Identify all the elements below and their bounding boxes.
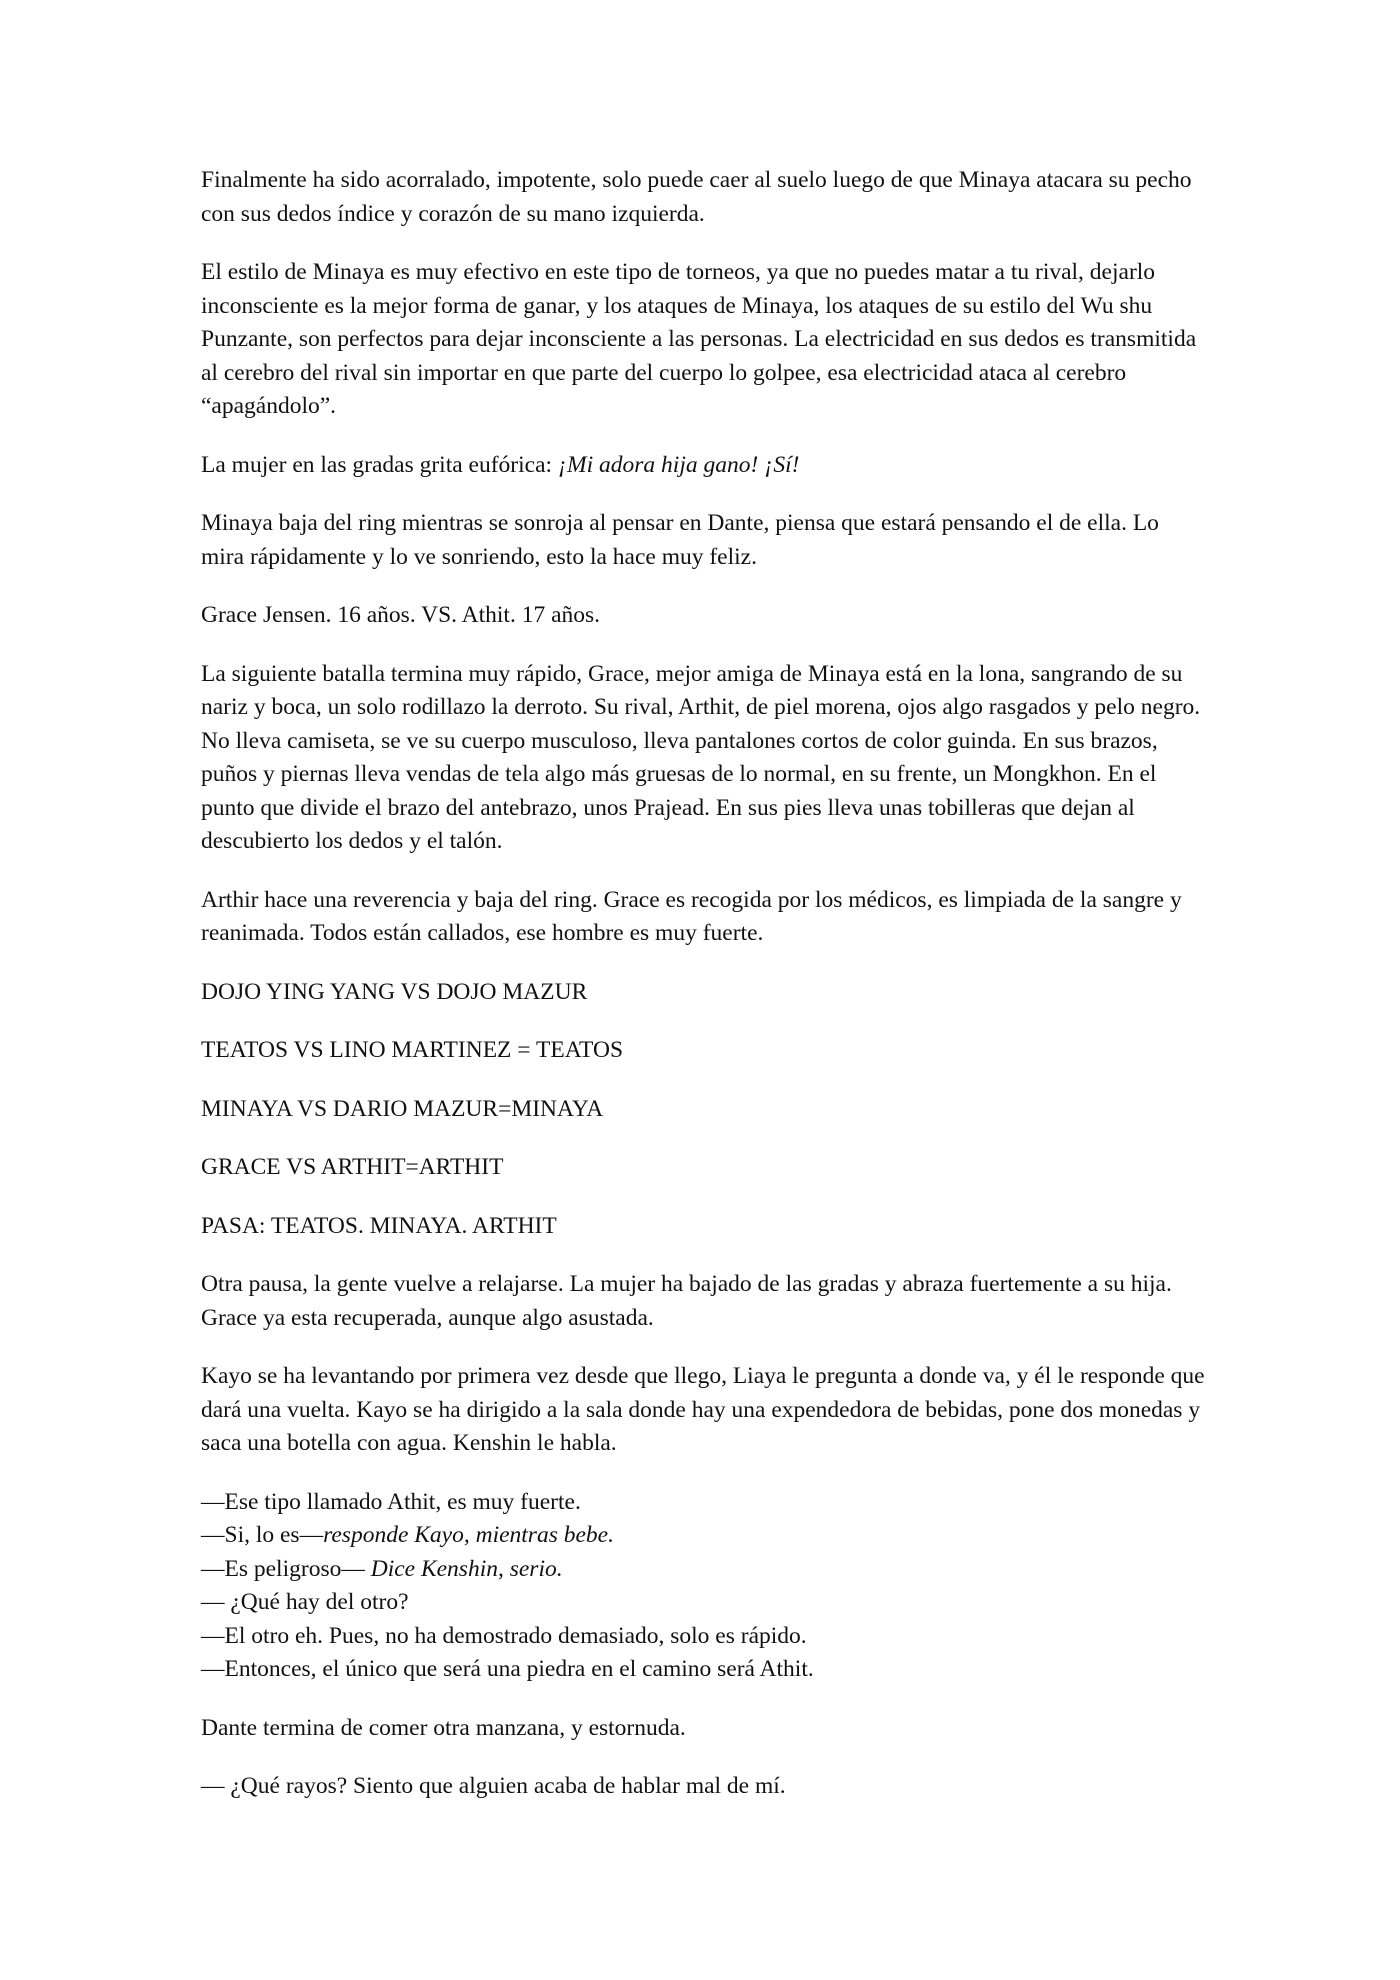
paragraph: Finalmente ha sido acorralado, impotente, solo puede caer al suelo luego de que Minaya atacara su pecho con sus dedos índice y corazón de su mano izquierda.	[201, 167, 1192, 227]
paragraph-lead: La mujer en las gradas grita eufórica:	[201, 451, 558, 478]
result-line: MINAYA VS DARIO MAZUR=MINAYA	[201, 1095, 604, 1122]
result-line: TEATOS VS LINO MARTINEZ = TEATOS	[201, 1037, 624, 1063]
paragraph: Minaya baja del ring mientras se sonroja al pensar en Dante, piensa que estará pensando el de ella. Lo mira rápidamente y lo ve sonriendo, esto la hace muy feliz.	[201, 510, 1159, 570]
paragraph: Arthir hace una reverencia y baja del ring. Grace es recogida por los médicos, es limpiada de la sangre y reanimada. Todos están callados, ese hombre es muy fuerte.	[201, 886, 1182, 946]
dialogue-block	[201, 1486, 1206, 1687]
dialogue-speech: —Es peligroso—	[201, 1555, 371, 1582]
dialogue-speech: —Si, lo es—	[201, 1522, 324, 1548]
dialogue-line: —Ese tipo llamado Athit, es muy fuerte.	[201, 1488, 581, 1515]
paragraph: El estilo de Minaya es muy efectivo en este tipo de torneos, ya que no puedes matar a tu rival, dejarlo inconsciente es la mejor forma de ganar, y los ataques de Minaya, los ataques de su estilo del Wu shu Punzante, son perfectos para dejar inconsciente a las personas. La electricidad en sus dedos es transmitida al cerebro del rival sin importar en que parte del cuerpo lo golpee, esa electricidad ataca al cerebro “apagándolo”.	[201, 259, 1197, 419]
result-line: GRACE VS ARTHIT=ARTHIT	[201, 1154, 504, 1180]
paragraph: Dante termina de comer otra manzana, y estornuda.	[201, 1714, 686, 1741]
dialogue-line: —Entonces, el único que será una piedra en el camino será Athit.	[201, 1656, 814, 1682]
dialogue-line: — ¿Qué rayos? Siento que alguien acaba de hablar mal de mí.	[201, 1773, 786, 1799]
paragraph: La siguiente batalla termina muy rápido, Grace, mejor amiga de Minaya está en la lona, sangrando de su nariz y boca, un solo rodillazo la derroto. Su rival, Arthit, de piel morena, ojos algo rasgados y pelo negro. No lleva camiseta, se ve su cuerpo musculoso, lleva pantalones cortos de color guinda. En sus brazos, puños y piernas lleva vendas de tela algo más gruesas de lo normal, en su frente, un Mongkhon. En el punto que divide el brazo del antebrazo, unos Prajead. En sus pies lleva unas tobilleras que dejan al descubierto los dedos y el talón.	[201, 660, 1201, 854]
shout-text: ¡Mi adora hija gano! ¡Sí!	[557, 451, 800, 478]
dialogue-line: — ¿Qué hay del otro?	[201, 1589, 409, 1615]
paragraph: Kayo se ha levantando por primera vez desde que llego, Liaya le pregunta a donde va, y él le responde que dará una vuelta. Kayo se ha dirigido a la sala donde hay una expendedora de bebidas, pone dos monedas y saca una botella con agua. Kenshin le habla.	[201, 1363, 1205, 1456]
match-heading: Grace Jensen. 16 años. VS. Athit. 17 años.	[201, 602, 601, 628]
paragraph-shout	[201, 449, 1206, 483]
dialogue-line	[201, 1553, 1206, 1587]
result-summary: PASA: TEATOS. MINAYA. ARTHIT	[201, 1212, 557, 1239]
dialogue-line	[201, 1519, 1206, 1553]
dialogue-line: —El otro eh. Pues, no ha demostrado demasiado, solo es rápido.	[201, 1622, 807, 1649]
dialogue-tag: Dice Kenshin, serio.	[370, 1555, 563, 1582]
dialogue-tag: responde Kayo, mientras bebe.	[323, 1522, 614, 1548]
paragraph: Otra pausa, la gente vuelve a relajarse. La mujer ha bajado de las gradas y abraza fuertemente a su hija. Grace ya esta recuperada, aunque algo asustada.	[201, 1271, 1172, 1331]
document-body	[201, 164, 1206, 1829]
results-heading: DOJO YING YANG VS DOJO MAZUR	[201, 978, 588, 1005]
